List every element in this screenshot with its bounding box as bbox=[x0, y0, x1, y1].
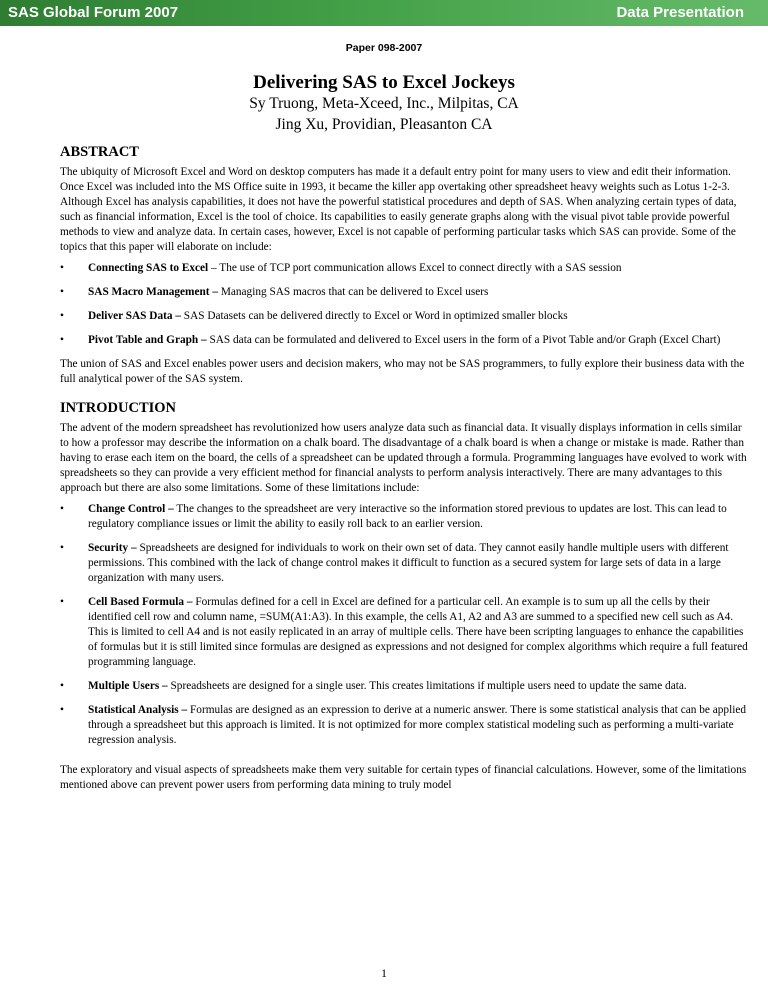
limitations-bullet-list bbox=[60, 502, 750, 748]
list-item: • Multiple Users – Spreadsheets are designed for a single user. This creates limitations if multiple users need to update the same data. bbox=[60, 680, 687, 692]
list-item: • Change Control – The changes to the spreadsheet are very interactive so the information stored previous to updates are lost. This can lead to regulatory compliance issues or limit the ability to easily roll back to an earlier version. bbox=[60, 503, 727, 530]
bullet-text: The changes to the spreadsheet are very interactive so the information stored previous to updates are lost. This can lead to regulatory compliance issues or limit the ability to easily roll back to an earlier version. bbox=[88, 503, 727, 530]
bullet-term: Cell Based Formula – bbox=[88, 596, 193, 608]
paper-body bbox=[60, 143, 750, 799]
introduction-paragraph: The advent of the modern spreadsheet has revolutionized how users analyze data such as financial data. It visually displays information in cells similar to how a professor may describe the information on a chalk board. The disadvantage of a chalk board is when a change or mistake is made. Rather than having to erase each item on the board, the cells of a spreadsheet can be updated through a formula. Programming languages have evolved to work with spreadsheets so they can provide a very efficient method for financial analysts to perform analysis interactively. There are many advantages to this approach but there are also some limitations. Some of these limitations include: bbox=[60, 422, 747, 494]
bullet-term: Security – bbox=[88, 542, 137, 554]
bullet-text: Managing SAS macros that can be delivered to Excel users bbox=[218, 286, 489, 298]
bullet-text: Spreadsheets are designed for a single user. This creates limitations if multiple users need to update the same data. bbox=[167, 680, 687, 692]
conference-name: SAS Global Forum 2007 bbox=[8, 4, 179, 21]
conference-banner bbox=[0, 0, 768, 26]
list-item: • SAS Macro Management – Managing SAS macros that can be delivered to Excel users bbox=[60, 286, 489, 298]
section-name: Data Presentation bbox=[616, 4, 744, 21]
bullet-term: Multiple Users – bbox=[88, 680, 168, 692]
list-item: • Pivot Table and Graph – SAS data can be formulated and delivered to Excel users in the form of a Pivot Table and/or Graph (Excel Chart) bbox=[60, 334, 721, 346]
abstract-bullet-list bbox=[60, 261, 750, 348]
list-item: • Connecting SAS to Excel – The use of TCP port communication allows Excel to connect directly with a SAS session bbox=[60, 262, 622, 274]
introduction-heading: INTRODUCTION bbox=[60, 400, 177, 416]
bullet-term: Statistical Analysis – bbox=[88, 704, 188, 716]
bullet-term: SAS Macro Management – bbox=[88, 286, 219, 298]
author-line: Jing Xu, Providian, Pleasanton CA bbox=[275, 116, 493, 133]
bullet-term: Connecting SAS to Excel bbox=[88, 262, 209, 274]
page-number: 1 bbox=[381, 966, 387, 980]
bullet-term: Deliver SAS Data – bbox=[88, 310, 181, 322]
list-item: • Deliver SAS Data – SAS Datasets can be delivered directly to Excel or Word in optimized smaller blocks bbox=[60, 310, 568, 322]
bullet-term: Change Control – bbox=[88, 503, 174, 515]
list-item: • Statistical Analysis – Formulas are designed as an expression to derive at a numeric answer. There is some statistical analysis that can be applied through a spreadsheet but this approach is limited. It is not optimized for more complex statistical modeling such as performing a multi-variate regression analysis. bbox=[60, 704, 747, 746]
list-item: • Cell Based Formula – Formulas defined for a cell in Excel are defined for a particular cell. An example is to sum up all the cells by their identified cell row and column name, =SUM(A1:A3). In this example, the cells A1, A2 and A3 are summed to a specified new cell such as A4. This is limited to cell A4 and is not easily replicated in an array of multiple cells. There have been scripting languages to enhance the capabilities of formulas but it is still limited since formulas are designed as expressions and not designed for complex algorithms which require a full featured programming language. bbox=[60, 596, 748, 668]
bullet-text: Formulas defined for a cell in Excel are defined for a particular cell. An example is to sum up all the cells by their identified cell row and column name, =SUM(A1:A3). In this example, the cells A1, A2 and A3 are summed to a specified new cell such as A4. This is limited to cell A4 and is not easily replicated in an array of multiple cells. There have been scripting languages to enhance the capabilities of formulas but it is still limited since formulas are designed as expressions and not designed for complex algorithms which require a full featured programming language. bbox=[88, 596, 748, 668]
bullet-text: SAS Datasets can be delivered directly to Excel or Word in optimized smaller blocks bbox=[180, 310, 568, 322]
paper-title: Delivering SAS to Excel Jockeys bbox=[253, 72, 515, 93]
abstract-heading: ABSTRACT bbox=[60, 144, 139, 160]
bullet-text: SAS data can be formulated and delivered to Excel users in the form of a Pivot Table and/or Graph (Excel Chart) bbox=[206, 334, 721, 346]
author-line: Sy Truong, Meta-Xceed, Inc., Milpitas, CA bbox=[249, 95, 519, 112]
abstract-paragraph: The ubiquity of Microsoft Excel and Word on desktop computers has made it a default entry point for many users to view and edit their information. Once Excel was included into the MS Office suite in 1993, it became the killer app overtaking other spreadsheet heavy weights such as Lotus 1-2-3. Although Excel has analysis capabilities, it does not have the powerful statistical procedures and depth of SAS. When analyzing certain types of data, such as financial information, Excel is the tool of choice. Its capabilities to easily generate graphs along with the visual pivot table provide powerful methods to view and analyze data. In certain cases, however, Excel is not capable of performing particular tasks which SAS can provide. Some of the topics that this paper will elaborate on include: bbox=[60, 166, 737, 253]
bullet-text: – The use of TCP port communication allows Excel to connect directly with a SAS session bbox=[208, 262, 622, 274]
abstract-conclusion: The union of SAS and Excel enables power users and decision makers, who may not be SAS programmers, to fully explore their business data with the full analytical power of the SAS system. bbox=[60, 358, 745, 385]
bullet-text: Spreadsheets are designed for individuals to work on their own set of data. They cannot easily handle multiple users with different permissions. This combined with the lack of change control makes it difficult to function as a secured system for large sets of data in a large organization with many users. bbox=[88, 542, 729, 584]
introduction-closing: The exploratory and visual aspects of spreadsheets make them very suitable for certain types of financial calculations. However, some of the limitations mentioned above can prevent power users from performing data mining to truly model bbox=[60, 764, 747, 791]
bullet-text: Formulas are designed as an expression to derive at a numeric answer. There is some statistical analysis that can be applied through a spreadsheet but this approach is limited. It is not optimized for more complex statistical modeling such as performing a multi-variate regression analysis. bbox=[88, 704, 747, 746]
list-item: • Security – Spreadsheets are designed for individuals to work on their own set of data. They cannot easily handle multiple users with different permissions. This combined with the lack of change control makes it difficult to function as a secured system for large sets of data in a large organization with many users. bbox=[60, 542, 729, 584]
bullet-term: Pivot Table and Graph – bbox=[88, 334, 207, 346]
paper-number: Paper 098-2007 bbox=[345, 42, 423, 54]
